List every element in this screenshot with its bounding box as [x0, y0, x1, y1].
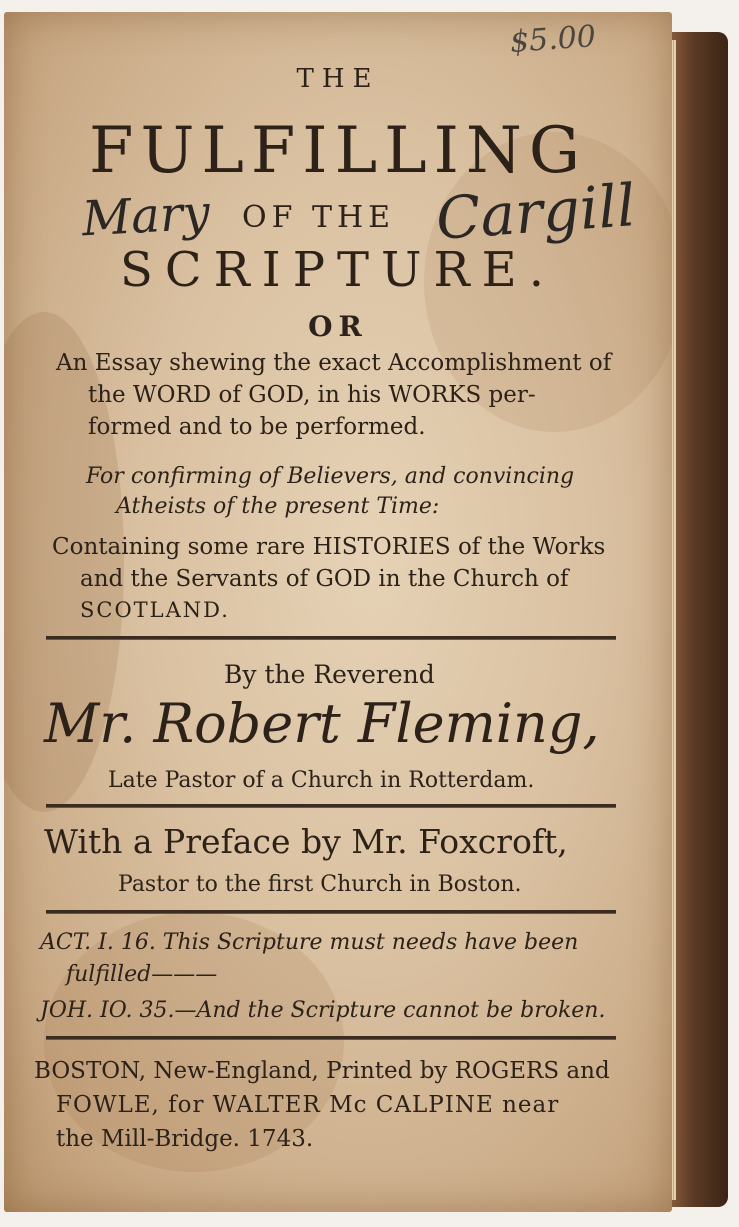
title-of-the: OF THE [242, 200, 396, 235]
pencil-price-note: $5.00 [508, 19, 598, 60]
subtitle-line-1: An Essay shewing the exact Accomplishment of [56, 350, 612, 376]
contents-line-3: SCOTLAND. [80, 598, 230, 622]
title-the: THE [296, 64, 380, 94]
divider-rule [46, 1036, 616, 1040]
contents-line-2: and the Servants of GOD in the Church of [80, 566, 569, 592]
preface-role: Pastor to the first Church in Boston. [118, 872, 522, 897]
imprint-line-3: the Mill-Bridge. 1743. [56, 1126, 314, 1152]
subtitle-line-2: the WORD of GOD, in his WORKS per- [88, 382, 536, 408]
subtitle-line-3: formed and to be performed. [88, 414, 426, 440]
contents-line-1: Containing some rare HISTORIES of the Works [52, 534, 606, 560]
imprint-line-2: FOWLE, for WALTER Mc CALPINE near [56, 1092, 560, 1118]
purpose-line-1: For confirming of Believers, and convincing [86, 464, 575, 489]
preface-line: With a Preface by Mr. Foxcroft, [44, 822, 568, 861]
signature-first-name: Mary [80, 184, 212, 248]
epigraph-john: JOH. IO. 35.—And the Scripture cannot be broken. [40, 998, 606, 1023]
title-scripture: SCRIPTURE. [120, 242, 556, 298]
title-fulfilling: FULFILLING [89, 114, 587, 188]
imprint-line-1: BOSTON, New-England, Printed by ROGERS and [34, 1058, 610, 1084]
divider-rule [46, 804, 616, 808]
author-intro: By the Reverend [224, 660, 435, 689]
signature-last-name: Cargill [433, 171, 638, 253]
author-name: Mr. Robert Fleming, [44, 692, 600, 755]
title-page [4, 12, 672, 1212]
author-role: Late Pastor of a Church in Rotterdam. [108, 768, 535, 793]
divider-rule [46, 636, 616, 640]
epigraph-acts: ACT. I. 16. This Scripture must needs have been [40, 930, 579, 955]
title-or: OR [308, 310, 368, 343]
epigraph-acts-continued: fulfilled——— [66, 962, 218, 987]
purpose-line-2: Atheists of the present Time: [116, 494, 440, 519]
divider-rule [46, 910, 616, 914]
